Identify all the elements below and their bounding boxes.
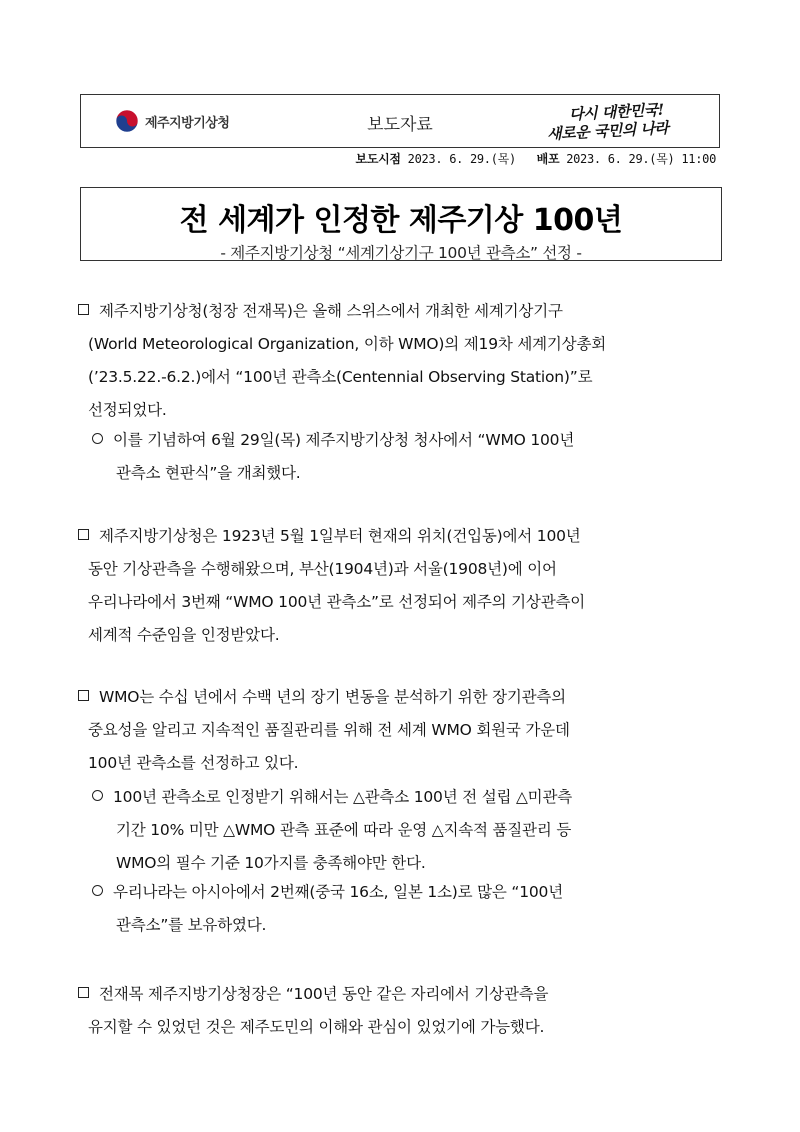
paragraph-line: 우리나라에서 3번째 “WMO 100년 관측소”로 선정되어 제주의 기상관측이: [88, 593, 586, 611]
paragraph-line: 선정되었다.: [88, 401, 167, 419]
section-3: [78, 681, 570, 780]
government-slogan: [539, 101, 689, 143]
document-type: 보도자료: [367, 115, 433, 135]
section-2: [78, 520, 585, 652]
subheadline: - 제주지방기상청 “세계기상기구 100년 관측소” 선정 -: [220, 244, 582, 262]
paragraph-line: 관측소 현판식”을 개최했다.: [116, 464, 301, 482]
paragraph-line: 기간 10% 미만 △WMO 관측 표준에 따라 운영 △지속적 품질관리 등: [116, 821, 572, 839]
section-3-sub-1: [92, 781, 572, 880]
square-bullet-icon: [78, 690, 89, 701]
paragraph-line: WMO는 수십 년에서 수백 년의 장기 변동을 분석하기 위한 장기관측의: [99, 688, 566, 706]
letterhead: [80, 94, 720, 148]
paragraph-line: 제주지방기상청은 1923년 5월 1일부터 현재의 위치(건입동)에서 100년: [99, 527, 581, 545]
release-time-label: 보도시점: [355, 152, 401, 166]
section-3-sub-2: [92, 876, 563, 942]
paragraph-line: 전재목 제주지방기상청장은 “100년 동안 같은 자리에서 기상관측을: [99, 985, 549, 1003]
paragraph-line: 100년 관측소로 인정받기 위해서는 △관측소 100년 전 설립 △미관측: [113, 788, 573, 806]
circle-bullet-icon: [92, 790, 103, 801]
section-1: [78, 295, 606, 427]
title-box: [80, 187, 722, 261]
paragraph-line: 이를 기념하여 6월 29일(목) 제주지방기상청 청사에서 “WMO 100년: [113, 431, 575, 449]
distribution-value: 2023. 6. 29.(목) 11:00: [566, 152, 716, 166]
paragraph-line: 관측소”를 보유하였다.: [116, 916, 267, 934]
paragraph-line: 유지할 수 있었던 것은 제주도민의 이해와 관심이 있었기에 가능했다.: [88, 1018, 545, 1036]
distribution-label: 배포: [536, 152, 560, 166]
paragraph-line: (World Meteorological Organization, 이하 WMO)의 제19차 세계기상총회: [88, 335, 607, 353]
square-bullet-icon: [78, 529, 89, 540]
paragraph-line: 제주지방기상청(청장 전재목)은 올해 스위스에서 개최한 세계기상기구: [99, 302, 563, 320]
slogan-line-1: 다시 대한민국!: [568, 100, 665, 124]
paragraph-line: 동안 기상관측을 수행해왔으며, 부산(1904년)과 서울(1908년)에 이어: [88, 560, 557, 578]
paragraph-line: WMO의 필수 기준 10가지를 충족해야만 한다.: [116, 854, 426, 872]
slogan-line-2: 새로운 국민의 나라: [546, 118, 669, 144]
circle-bullet-icon: [92, 433, 103, 444]
paragraph-line: 100년 관측소를 선정하고 있다.: [88, 754, 299, 772]
agency-name: 제주지방기상청: [145, 115, 230, 131]
square-bullet-icon: [78, 987, 89, 998]
paragraph-line: (’23.5.22.-6.2.)에서 “100년 관측소(Centennial Observing Station)”로: [88, 368, 593, 386]
paragraph-line: 중요성을 알리고 지속적인 품질관리를 위해 전 세계 WMO 회원국 가운데: [88, 721, 570, 739]
circle-bullet-icon: [92, 885, 103, 896]
paragraph-line: 세계적 수준임을 인정받았다.: [88, 626, 280, 644]
paragraph-line: 우리나라는 아시아에서 2번째(중국 16소, 일본 1소)로 많은 “100년: [113, 883, 563, 901]
release-time-value: 2023. 6. 29.(목): [407, 152, 516, 166]
release-info: [356, 150, 716, 167]
square-bullet-icon: [78, 304, 89, 315]
section-4: [78, 978, 548, 1044]
headline: 전 세계가 인정한 제주기상 100년: [179, 203, 623, 238]
section-1-sub: [92, 424, 574, 490]
